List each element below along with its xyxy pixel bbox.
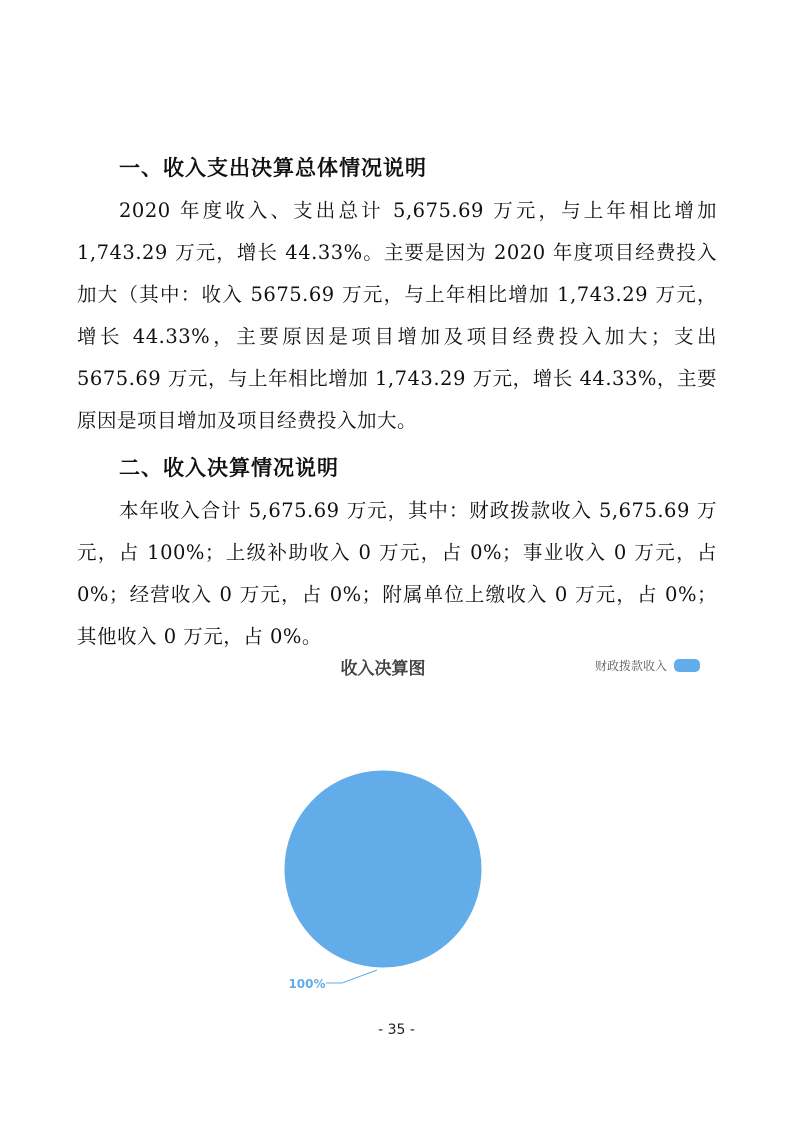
section1-heading: 一、收入支出决算总体情况说明 [119,156,427,180]
page-number: - 35 - [378,1022,415,1038]
slice-leader-line [326,970,377,983]
income-pie-chart [270,650,730,1000]
pie-chart-svg [270,650,730,1000]
slice-data-label: 100% [288,977,326,991]
section2-paragraph: 本年收入合计 5,675.69 万元，其中：财政拨款收入 5,675.69 万元，占 100%；上级补助收入 0 万元，占 0%；事业收入 0 万元，占 0%；经营收入 0 万元，占 0%；附属单位上缴收入 0 万元，占 0%；其他收入 0 万元，占 0%。 [77,499,717,648]
pie-slices [284,770,482,968]
chart-legend [595,658,700,673]
section1-paragraph: 2020 年度收入、支出总计 5,675.69 万元，与上年相比增加 1,743.29 万元，增长 44.33%。主要是因为 2020 年度项目经费投入加大（其中：收入 5675.69 万元，与上年相比增加 1,743.29 万元，增长 44.33%，主要原因是项目增加及项目经费投入加大；支出 5675.69 万元，与上年相比增加 1,743.29 万元，增长 44.33%，主要原因是项目增加及项目经费投入加大。 [77,199,717,432]
legend-label: 财政拨款收入 [594,659,667,673]
pie-slice-0 [284,770,482,968]
section2-heading: 二、收入决算情况说明 [119,456,339,480]
chart-title: 收入决算图 [340,659,426,679]
legend-swatch [674,659,700,672]
